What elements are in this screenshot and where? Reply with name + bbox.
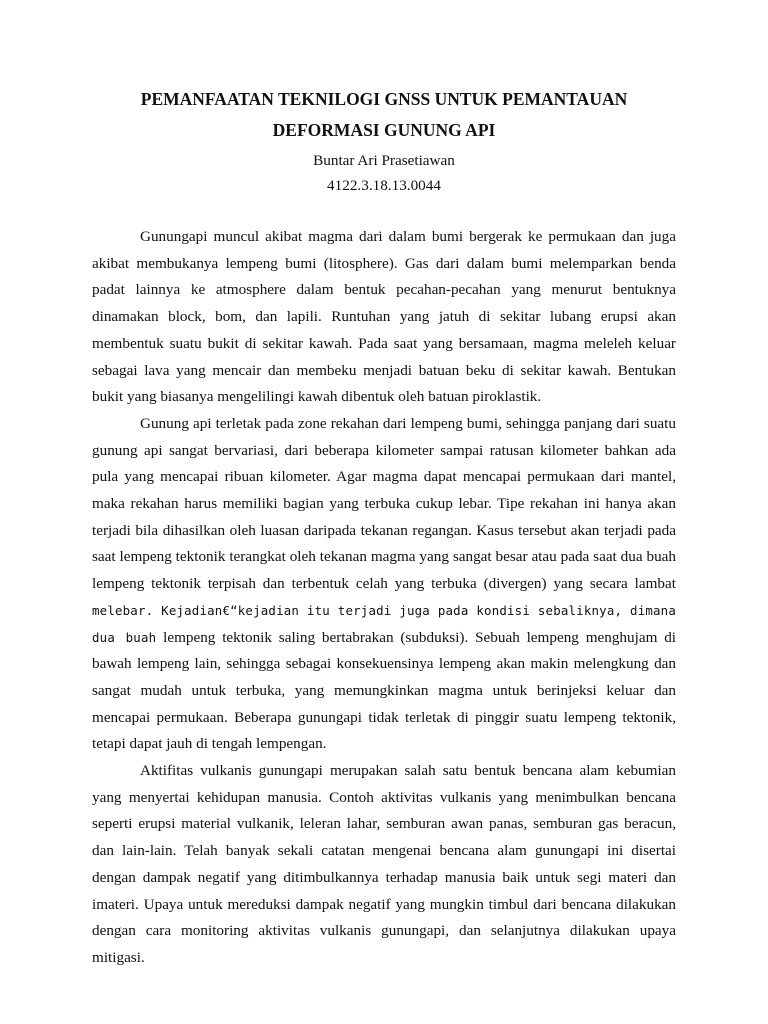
- paragraph-2-monospace-line: melebar. Kejadian€“kejadian itu terjadi juga pada kondisi sebaliknya, dimana dua buah: [92, 602, 676, 645]
- paragraph-2-part-1: Gunung api terletak pada zone rekahan dari lempeng bumi, sehingga panjang dari suatu gunung api sangat bervariasi, dari beberapa kilometer sampai ratusan kilometer bahkan ada pula yang mencapai ribuan kilometer. Agar magma dapat mencapai permukaan dari mantel, maka rekahan harus memiliki bagian yang terbuka cukup lebar. Tipe rekahan ini hanya akan terjadi bila dihasilkan oleh luasan daripada tekanan regangan. Kasus tersebut akan terjadi pada saat lempeng tektonik terangkat oleh tekanan magma yang sangat besar atau pada saat dua buah lempeng tektonik terpisah dan terbentuk celah yang terbuka (divergen) yang secara lambat: [92, 414, 676, 593]
- title-line-1: PEMANFAATAN TEKNILOGI GNSS UNTUK PEMANTAUAN: [140, 89, 628, 109]
- paragraph-3: Aktifitas vulkanis gunungapi merupakan salah satu bentuk bencana alam kebumian yang menyertai kehidupan manusia. Contoh aktivitas vulkanis yang menimbulkan bencana seperti erupsi material vulkanik, leleran lahar, semburan awan panas, semburan gas beracun, dan lain-lain. Telah banyak sekali catatan mengenai bencana alam gunungapi ini disertai dengan dampak negatif yang ditimbulkannya terhadap manusia baik untuk segi materi dan imateri. Upaya untuk mereduksi dampak negatif yang mungkin timbul dari bencana dilakukan dengan cara monitoring aktivitas vulkanis gunungapi, dan selanjutnya dilakukan upaya mitigasi.: [92, 762, 676, 966]
- paragraph-1: Gunungapi muncul akibat magma dari dalam bumi bergerak ke permukaan dan juga akibat membukanya lempeng bumi (litosphere). Gas dari dalam bumi melemparkan benda padat lainnya ke atmosphere dalam bentuk pecahan-pecahan yang menurut bentuknya dinamakan block, bom, dan lapili. Runtuhan yang jatuh di sekitar lubang erupsi akan membentuk suatu bukit di sekitar kawah. Pada saat yang bersamaan, magma meleleh keluar sebagai lava yang mencair dan membeku menjadi batuan beku di sekitar kawah. Bentukan bukit yang biasanya mengelilingi kawah dibentuk oleh batuan piroklastik.: [92, 228, 676, 406]
- student-id: 4122.3.18.13.0044: [327, 177, 441, 194]
- paragraph-2: [92, 411, 676, 758]
- paragraph-2-part-2: lempeng tektonik saling bertabrakan (subduksi). Sebuah lempeng menghujam di bawah lempeng lain, sehingga sebagai konsekuensinya lempeng akan makin melengkung dan sangat mudah untuk terbuka, yang memungkinkan magma untuk berinjeksi keluar dan mencapai permukaan. Beberapa gunungapi tidak terletak di pinggir suatu lempeng tektonik, tetapi dapat jauh di tengah lempengan.: [92, 628, 677, 753]
- title-line-2: DEFORMASI GUNUNG API: [272, 120, 496, 140]
- document-body: [92, 224, 676, 972]
- document-title: [92, 84, 676, 146]
- document-page: [92, 84, 676, 972]
- author-name: Buntar Ari Prasetiawan: [313, 152, 455, 169]
